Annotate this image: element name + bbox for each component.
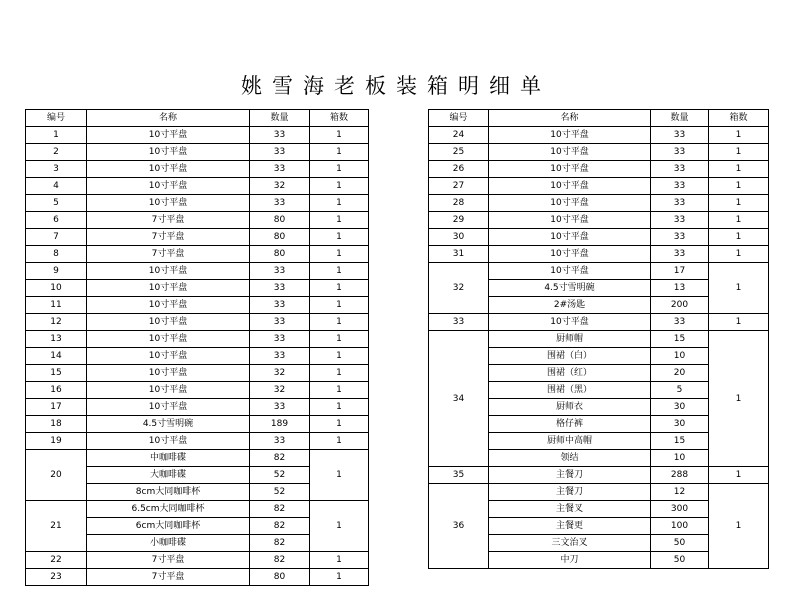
item-qty: 52 [250, 467, 310, 484]
item-qty: 80 [250, 569, 310, 586]
item-qty: 33 [250, 263, 310, 280]
box-count: 1 [310, 552, 369, 569]
item-number: 16 [26, 382, 87, 399]
item-name: 10寸平盘 [87, 280, 250, 297]
header-no: 编号 [26, 110, 87, 127]
item-qty: 20 [651, 365, 709, 382]
item-qty: 33 [250, 331, 310, 348]
item-qty: 189 [250, 416, 310, 433]
box-count: 1 [709, 178, 769, 195]
item-name: 10寸平盘 [87, 365, 250, 382]
box-count: 1 [310, 314, 369, 331]
item-number: 31 [429, 246, 489, 263]
item-qty: 82 [250, 450, 310, 467]
table-row [26, 552, 369, 569]
item-number: 14 [26, 348, 87, 365]
table-row [26, 195, 369, 212]
item-name: 10寸平盘 [87, 144, 250, 161]
item-qty: 32 [250, 178, 310, 195]
page-title: 姚雪海老板装箱明细单 [241, 74, 551, 98]
item-name: 主餐刀 [489, 467, 651, 484]
item-qty: 17 [651, 263, 709, 280]
table-row [26, 144, 369, 161]
box-count: 1 [310, 416, 369, 433]
table-row [429, 178, 769, 195]
table-row [26, 501, 369, 518]
item-name: 主餐刀 [489, 484, 651, 501]
item-number: 32 [429, 263, 489, 314]
item-number: 23 [26, 569, 87, 586]
item-qty: 33 [651, 195, 709, 212]
box-count: 1 [310, 280, 369, 297]
item-qty: 15 [651, 433, 709, 450]
table-row [26, 382, 369, 399]
item-qty: 82 [250, 501, 310, 518]
box-count: 1 [709, 212, 769, 229]
item-name: 主餐叉 [489, 501, 651, 518]
box-count: 1 [310, 212, 369, 229]
box-count: 1 [310, 399, 369, 416]
table-row [26, 314, 369, 331]
item-number: 25 [429, 144, 489, 161]
table-row [26, 297, 369, 314]
item-qty: 288 [651, 467, 709, 484]
item-number: 10 [26, 280, 87, 297]
item-qty: 10 [651, 450, 709, 467]
item-name: 7寸平盘 [87, 229, 250, 246]
item-name: 10寸平盘 [489, 127, 651, 144]
box-count: 1 [310, 450, 369, 501]
table-row [429, 144, 769, 161]
box-count: 1 [709, 144, 769, 161]
table-row [26, 212, 369, 229]
item-number: 6 [26, 212, 87, 229]
table-row [26, 450, 369, 467]
item-name: 4.5寸雪明碗 [489, 280, 651, 297]
item-name: 厨师帽 [489, 331, 651, 348]
header-boxes: 箱数 [709, 110, 769, 127]
header-row [26, 110, 369, 127]
item-number: 30 [429, 229, 489, 246]
item-number: 1 [26, 127, 87, 144]
box-count: 1 [310, 246, 369, 263]
item-qty: 32 [250, 382, 310, 399]
box-count: 1 [310, 569, 369, 586]
item-name: 10寸平盘 [87, 178, 250, 195]
item-number: 29 [429, 212, 489, 229]
header-no: 编号 [429, 110, 489, 127]
table-row [26, 127, 369, 144]
table-row [429, 229, 769, 246]
item-qty: 32 [250, 365, 310, 382]
item-number: 22 [26, 552, 87, 569]
item-qty: 82 [250, 518, 310, 535]
item-name: 大咖啡碟 [87, 467, 250, 484]
box-count: 1 [709, 314, 769, 331]
item-name: 10寸平盘 [489, 161, 651, 178]
table-row [26, 399, 369, 416]
table-row [429, 127, 769, 144]
item-name: 10寸平盘 [489, 263, 651, 280]
item-qty: 300 [651, 501, 709, 518]
item-name: 10寸平盘 [87, 297, 250, 314]
box-count: 1 [310, 382, 369, 399]
item-name: 6.5cm大同咖啡杯 [87, 501, 250, 518]
item-number: 3 [26, 161, 87, 178]
box-count: 1 [310, 433, 369, 450]
item-number: 27 [429, 178, 489, 195]
item-name: 10寸平盘 [87, 263, 250, 280]
item-name: 10寸平盘 [87, 331, 250, 348]
item-name: 10寸平盘 [87, 195, 250, 212]
item-qty: 30 [651, 416, 709, 433]
item-qty: 15 [651, 331, 709, 348]
item-name: 中刀 [489, 552, 651, 569]
table-row [26, 178, 369, 195]
item-qty: 52 [250, 484, 310, 501]
item-name: 厨师中高帽 [489, 433, 651, 450]
item-qty: 33 [250, 195, 310, 212]
item-number: 12 [26, 314, 87, 331]
box-count: 1 [310, 161, 369, 178]
item-number: 8 [26, 246, 87, 263]
box-count: 1 [310, 229, 369, 246]
box-count: 1 [709, 331, 769, 467]
item-qty: 33 [250, 314, 310, 331]
item-name: 10寸平盘 [489, 195, 651, 212]
box-count: 1 [709, 484, 769, 569]
item-number: 4 [26, 178, 87, 195]
item-qty: 80 [250, 212, 310, 229]
table-row [26, 229, 369, 246]
item-qty: 82 [250, 552, 310, 569]
item-name: 7寸平盘 [87, 569, 250, 586]
item-number: 19 [26, 433, 87, 450]
item-name: 10寸平盘 [87, 314, 250, 331]
item-name: 厨师衣 [489, 399, 651, 416]
item-name: 10寸平盘 [489, 314, 651, 331]
item-qty: 33 [250, 144, 310, 161]
item-qty: 33 [651, 178, 709, 195]
item-number: 21 [26, 501, 87, 552]
box-count: 1 [310, 331, 369, 348]
item-name: 4.5寸雪明碗 [87, 416, 250, 433]
item-name: 小咖啡碟 [87, 535, 250, 552]
item-number: 33 [429, 314, 489, 331]
box-count: 1 [709, 127, 769, 144]
item-name: 围裙（红） [489, 365, 651, 382]
item-name: 6cm大同咖啡杯 [87, 518, 250, 535]
item-name: 三文治叉 [489, 535, 651, 552]
box-count: 1 [709, 229, 769, 246]
box-count: 1 [310, 195, 369, 212]
item-qty: 33 [651, 127, 709, 144]
item-qty: 33 [651, 314, 709, 331]
box-count: 1 [709, 467, 769, 484]
item-name: 主餐更 [489, 518, 651, 535]
item-number: 36 [429, 484, 489, 569]
table-row [429, 467, 769, 484]
item-name: 10寸平盘 [87, 348, 250, 365]
item-name: 围裙（白） [489, 348, 651, 365]
box-count: 1 [709, 161, 769, 178]
box-count: 1 [709, 263, 769, 314]
item-number: 15 [26, 365, 87, 382]
table-row [26, 416, 369, 433]
table-row [26, 365, 369, 382]
box-count: 1 [310, 127, 369, 144]
box-count: 1 [709, 195, 769, 212]
item-name: 2#汤匙 [489, 297, 651, 314]
item-name: 7寸平盘 [87, 212, 250, 229]
table-row [26, 569, 369, 586]
item-qty: 33 [250, 297, 310, 314]
item-number: 2 [26, 144, 87, 161]
item-qty: 80 [250, 229, 310, 246]
box-count: 1 [310, 178, 369, 195]
item-number: 26 [429, 161, 489, 178]
packing-table-left [25, 109, 369, 586]
box-count: 1 [310, 501, 369, 552]
header-qty: 数量 [250, 110, 310, 127]
item-qty: 50 [651, 552, 709, 569]
box-count: 1 [709, 246, 769, 263]
header-row [429, 110, 769, 127]
item-name: 10寸平盘 [489, 246, 651, 263]
item-qty: 5 [651, 382, 709, 399]
item-qty: 33 [250, 399, 310, 416]
item-number: 5 [26, 195, 87, 212]
item-qty: 33 [651, 161, 709, 178]
table-row [26, 161, 369, 178]
item-qty: 33 [250, 127, 310, 144]
item-name: 7寸平盘 [87, 552, 250, 569]
item-qty: 33 [250, 348, 310, 365]
header-name: 名称 [489, 110, 651, 127]
item-qty: 33 [651, 246, 709, 263]
item-number: 35 [429, 467, 489, 484]
item-qty: 33 [651, 229, 709, 246]
item-number: 24 [429, 127, 489, 144]
item-name: 格仔裤 [489, 416, 651, 433]
item-name: 围裙（黑） [489, 382, 651, 399]
table-row [429, 212, 769, 229]
item-number: 28 [429, 195, 489, 212]
table-row [429, 331, 769, 348]
item-name: 10寸平盘 [87, 399, 250, 416]
box-count: 1 [310, 144, 369, 161]
table-row [26, 331, 369, 348]
header-boxes: 箱数 [310, 110, 369, 127]
item-number: 11 [26, 297, 87, 314]
item-number: 13 [26, 331, 87, 348]
item-qty: 10 [651, 348, 709, 365]
item-number: 9 [26, 263, 87, 280]
item-name: 中咖啡碟 [87, 450, 250, 467]
item-number: 20 [26, 450, 87, 501]
box-count: 1 [310, 297, 369, 314]
item-qty: 12 [651, 484, 709, 501]
item-name: 7寸平盘 [87, 246, 250, 263]
item-name: 10寸平盘 [489, 229, 651, 246]
box-count: 1 [310, 365, 369, 382]
item-name: 10寸平盘 [87, 382, 250, 399]
table-row [26, 280, 369, 297]
table-row [429, 263, 769, 280]
table-row [429, 246, 769, 263]
item-name: 领结 [489, 450, 651, 467]
item-qty: 33 [250, 433, 310, 450]
item-name: 10寸平盘 [87, 127, 250, 144]
item-qty: 33 [651, 144, 709, 161]
box-count: 1 [310, 348, 369, 365]
table-row [429, 314, 769, 331]
item-name: 8cm大同咖啡杯 [87, 484, 250, 501]
item-qty: 33 [651, 212, 709, 229]
item-qty: 100 [651, 518, 709, 535]
header-name: 名称 [87, 110, 250, 127]
table-row [26, 433, 369, 450]
item-qty: 82 [250, 535, 310, 552]
table-row [429, 484, 769, 501]
table-row [429, 161, 769, 178]
item-qty: 200 [651, 297, 709, 314]
item-name: 10寸平盘 [489, 212, 651, 229]
table-row [26, 348, 369, 365]
header-qty: 数量 [651, 110, 709, 127]
item-number: 17 [26, 399, 87, 416]
item-name: 10寸平盘 [489, 178, 651, 195]
item-qty: 80 [250, 246, 310, 263]
box-count: 1 [310, 263, 369, 280]
item-qty: 50 [651, 535, 709, 552]
item-qty: 30 [651, 399, 709, 416]
item-number: 18 [26, 416, 87, 433]
item-name: 10寸平盘 [489, 144, 651, 161]
item-number: 34 [429, 331, 489, 467]
item-name: 10寸平盘 [87, 433, 250, 450]
item-number: 7 [26, 229, 87, 246]
table-row [26, 263, 369, 280]
packing-table-right [428, 109, 769, 569]
item-qty: 33 [250, 161, 310, 178]
table-row [26, 246, 369, 263]
item-name: 10寸平盘 [87, 161, 250, 178]
item-qty: 33 [250, 280, 310, 297]
table-row [429, 195, 769, 212]
item-qty: 13 [651, 280, 709, 297]
